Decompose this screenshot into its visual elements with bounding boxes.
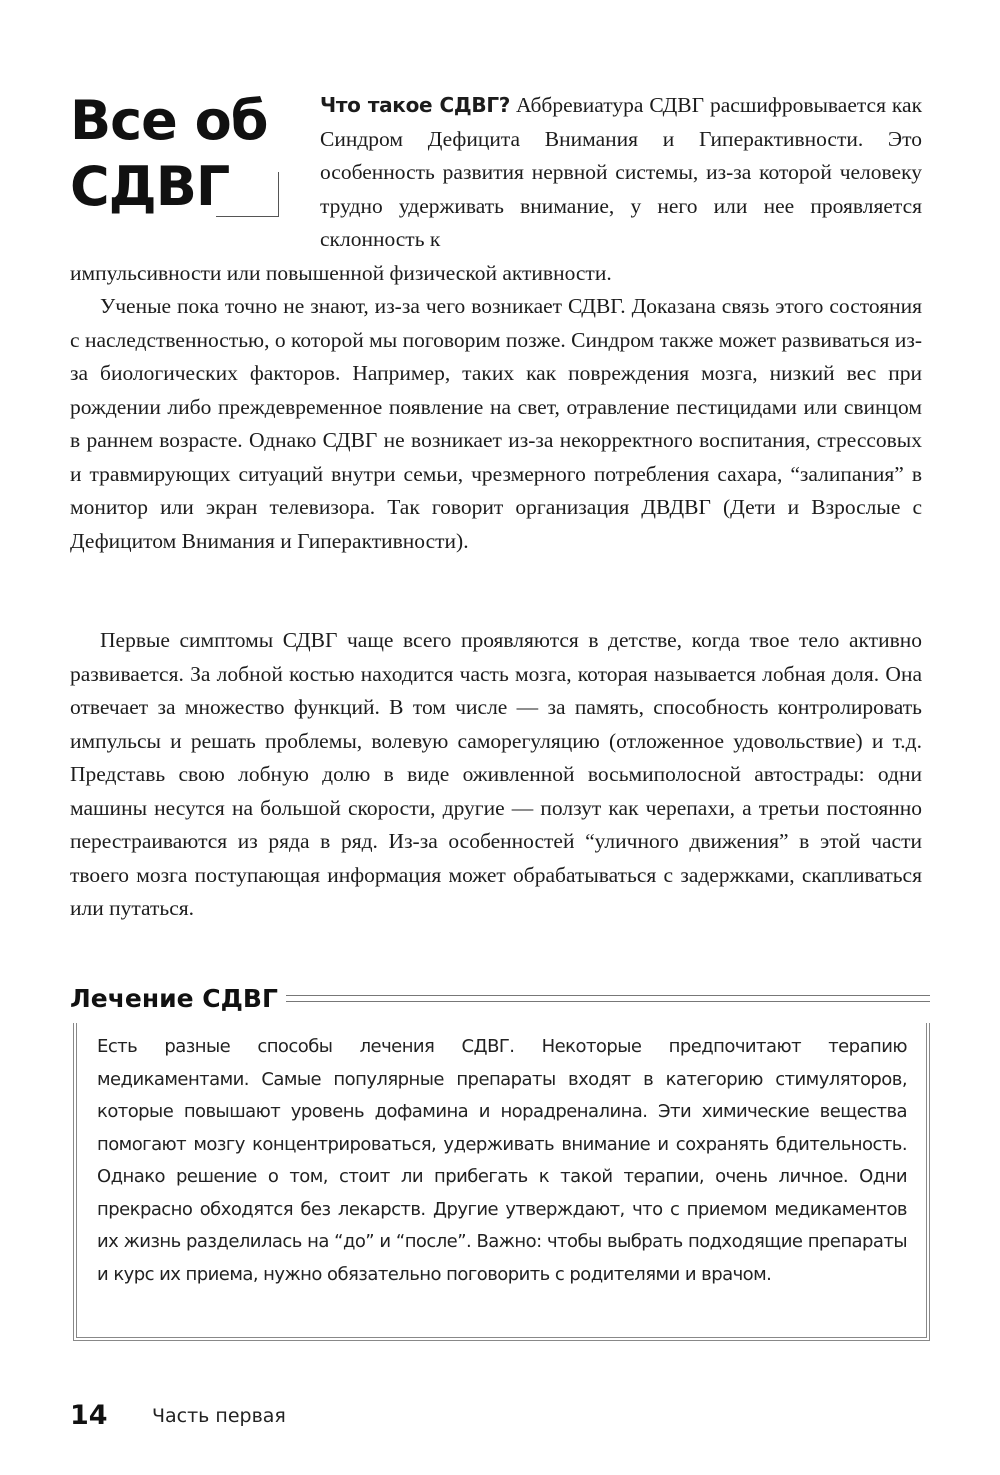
running-head: Часть первая (152, 1405, 286, 1427)
paragraph-causes: Ученые пока точно не знают, из-за чего возникает СДВГ. Доказана связь этого состояния с наследственностью, о которой мы поговорим позже. Синдром также может развиваться из-за биологических факторов. Например, таких как повреждения мозга, низкий вес при рождении либо преждевременное появление на свет, отравление пестицидами или свинцом в раннем возрасте. Однако СДВГ не возникает из-за некорректного воспитания, стрессовых и травмирующих ситуаций внутри семьи, чрезмерного потребления сахара, “залипания” в монитор или экран телевизора. Так говорит организация ДВДВГ (Дети и Взрослые с Дефицитом Внимания и Гиперактивности). (70, 294, 922, 553)
chapter-title-line-2: СДВГ (70, 155, 230, 218)
intro-paragraph (320, 89, 922, 257)
sidebar-text: Есть разные способы лечения СДВГ. Некоторые предпочитают терапию медикаментами. Самые популярные препараты входят в категорию стимуляторов, которые повышают уровень дофамина и норадреналина. Эти химические вещества помогают мозгу концентрироваться, удерживать внимание и сохранять бдительность. Однако решение о том, стоит ли прибегать к такой терапии, очень личное. Одни прекрасно обходятся без лекарств. Другие утверждают, что с приемом медикаментов их жизнь разделилась на “до” и “после”. Важно: чтобы выбрать подходящие препараты и курс их приема, нужно обязательно поговорить с родителями и врачом. (97, 1036, 907, 1285)
intro-continuation: импульсивности или повышенной физической активности. (70, 261, 612, 285)
intro-text: Аббревиатура СДВГ расшифровывается как Синдром Дефицита Внимания и Гиперактивности. Это особенность развития нервной системы, из-за которой человеку трудно удерживать внимание, у него или нее проявляется склонность к (320, 93, 923, 251)
page-number: 14 (70, 1400, 108, 1431)
title-corner-decoration (216, 172, 279, 217)
sidebar-header-rule (286, 995, 930, 1002)
sidebar-title: Лечение СДВГ (70, 982, 286, 1016)
intro-lead-in: Что такое СДВГ? (320, 93, 511, 117)
chapter-title-line-1: Все об (70, 89, 268, 152)
paragraph-symptoms: Первые симптомы СДВГ чаще всего проявляются в детстве, когда твое тело активно развивается. За лобной костью находится часть мозга, которая называется лобная доля. Она отвечает за множество функций. В том числе — за память, способность контролировать импульсы и решать проблемы, волевую саморегуляцию (отложенное удовольствие) и т.д. Представь свою лобную долю в виде оживленной восьмиполосной автострады: одни машины несутся на большой скорости, другие — ползут как черепахи, а третьи постоянно перестраиваются из ряда в ряд. Из-за особенностей “уличного движения” в этой части твоего мозга поступающая информация может обрабатываться с задержками, скапливаться или путаться. (70, 628, 922, 920)
